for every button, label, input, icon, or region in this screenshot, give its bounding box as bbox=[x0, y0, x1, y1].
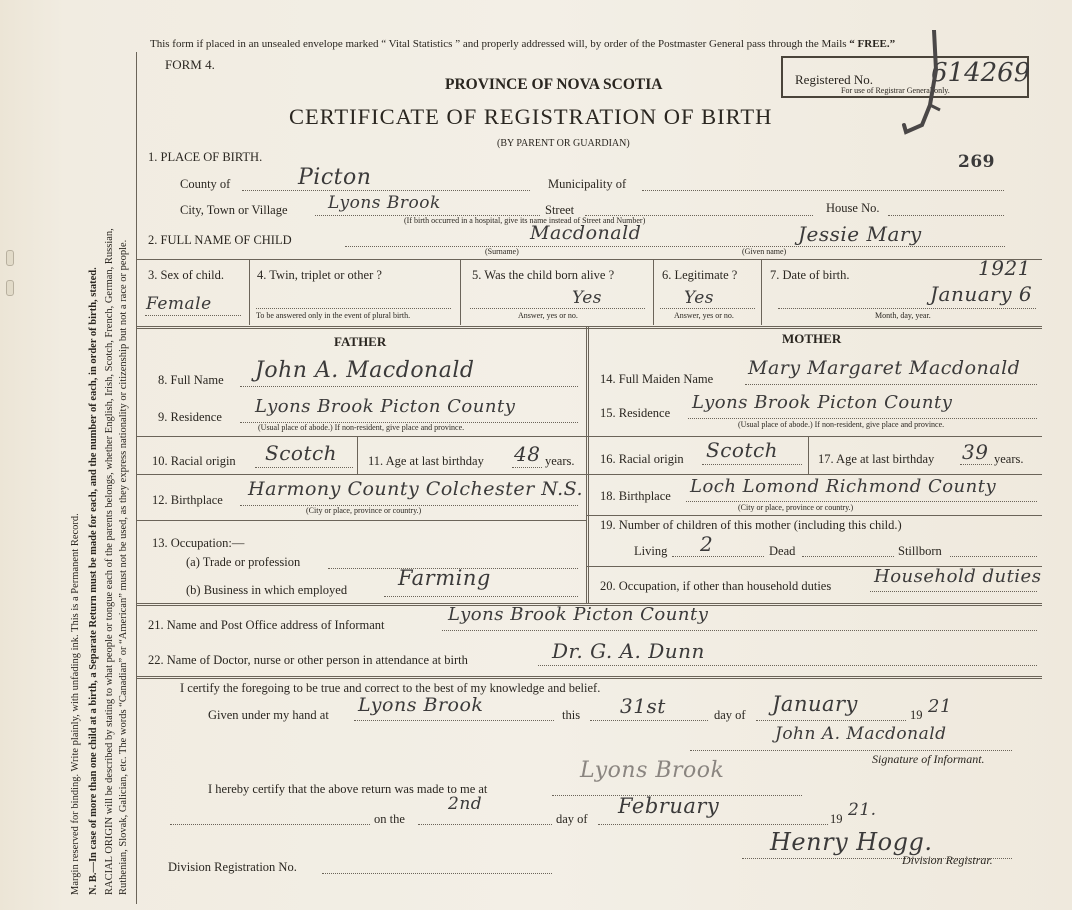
mother-occupation-label: 20. Occupation, if other than household duties bbox=[600, 579, 832, 593]
father-row10-divider bbox=[357, 436, 358, 474]
mother-name-label: 14. Full Maiden Name bbox=[600, 372, 714, 386]
father-name-value: John A. Macdonald bbox=[255, 358, 475, 383]
house-line bbox=[888, 215, 1004, 216]
mother-racial-label: 16. Racial origin bbox=[600, 452, 684, 466]
row3-divider-4 bbox=[761, 259, 762, 325]
registered-number-value: 614269 bbox=[931, 58, 1031, 88]
registrar-prefix-line bbox=[170, 824, 370, 825]
legitimate-line bbox=[660, 308, 755, 309]
legitimate-label: 6. Legitimate ? bbox=[662, 268, 738, 282]
row3-top-rule bbox=[136, 259, 1042, 260]
division-registration-label: Division Registration No. bbox=[168, 860, 297, 874]
registrar-month-value: February bbox=[618, 794, 720, 818]
registrar-signature: Henry Hogg. bbox=[770, 828, 933, 856]
page-subtitle: (BY PARENT OR GUARDIAN) bbox=[497, 138, 630, 149]
parents-divider bbox=[586, 326, 589, 603]
mother-stillborn-label: Stillborn bbox=[898, 544, 942, 558]
father-birthplace-label: 12. Birthplace bbox=[152, 493, 223, 507]
form-number: FORM 4. bbox=[165, 57, 215, 72]
certify-day-value: 31st bbox=[620, 694, 666, 718]
county-value: Picton bbox=[298, 165, 372, 190]
certify-year-prefix: 19 bbox=[910, 708, 923, 722]
registrar-year-value: 21. bbox=[848, 800, 877, 820]
father-business-value: Farming bbox=[398, 566, 491, 590]
father-name-label: 8. Full Name bbox=[158, 373, 224, 387]
municipality-line bbox=[642, 190, 1004, 191]
alive-value: Yes bbox=[572, 288, 603, 308]
child-name-label: 2. FULL NAME OF CHILD bbox=[148, 233, 292, 247]
mother-birthplace-note: (City or place, province or country.) bbox=[738, 503, 854, 512]
mother-residence-value: Lyons Brook Picton County bbox=[692, 392, 953, 413]
binding-hole-top bbox=[6, 250, 14, 266]
certify-place-line bbox=[354, 720, 554, 721]
certify-place-value: Lyons Brook bbox=[358, 694, 484, 716]
mother-racial-line bbox=[702, 464, 802, 465]
row3-divider-1 bbox=[249, 259, 250, 325]
father-years-label: years. bbox=[545, 454, 575, 468]
father-birthplace-note: (City or place, province or country.) bbox=[306, 506, 422, 515]
division-registration-line bbox=[322, 873, 552, 874]
birth-year-value: 1921 bbox=[978, 256, 1031, 280]
mother-occupation-value: Household duties bbox=[874, 566, 1042, 587]
binding-hole-bottom bbox=[6, 280, 14, 296]
certify-day-line bbox=[590, 720, 708, 721]
informant-line bbox=[442, 630, 1037, 631]
informant-signature-caption: Signature of Informant. bbox=[872, 752, 985, 766]
mother-row16-divider bbox=[808, 436, 809, 474]
twin-label: 4. Twin, triplet or other ? bbox=[257, 268, 382, 282]
mother-age-line bbox=[960, 464, 992, 465]
alive-note: Answer, yes or no. bbox=[518, 311, 578, 320]
county-line bbox=[242, 190, 530, 191]
father-birthplace-value: Harmony County Colchester N.S. bbox=[248, 478, 584, 500]
page-title: CERTIFICATE OF REGISTRATION OF BIRTH bbox=[289, 104, 773, 129]
house-label: House No. bbox=[826, 201, 880, 215]
legitimate-note: Answer, yes or no. bbox=[674, 311, 734, 320]
mother-name-line bbox=[745, 384, 1037, 385]
father-racial-line bbox=[255, 467, 353, 468]
registrar-month-line bbox=[598, 824, 828, 825]
certify-this-label: this bbox=[562, 708, 581, 722]
certify-given-label: Given under my hand at bbox=[208, 708, 329, 722]
mother-row19-top bbox=[586, 515, 1042, 516]
doctor-label: 22. Name of Doctor, nurse or other person in attendance at birth bbox=[148, 653, 468, 667]
margin-note-multiple-births: N. B.—In case of more than one child at a birth, a Separate Return must be made for each, and the number of each, in order of birth, stated. bbox=[88, 267, 99, 895]
child-surname-value: Macdonald bbox=[530, 222, 642, 244]
mother-occupation-line bbox=[870, 591, 1037, 592]
certify-month-value: January bbox=[772, 692, 858, 716]
margin-number: 269 bbox=[958, 152, 995, 172]
registrar-day-of-label: day of bbox=[556, 812, 588, 826]
child-given-value: Jessie Mary bbox=[798, 222, 922, 246]
certify-day-of-label: day of bbox=[714, 708, 746, 722]
father-residence-label: 9. Residence bbox=[158, 410, 222, 424]
mother-residence-label: 15. Residence bbox=[600, 406, 671, 420]
father-business-line bbox=[384, 596, 578, 597]
street-label: Street bbox=[545, 203, 575, 217]
certify-statement: I certify the foregoing to be true and correct to the best of my knowledge and belief. bbox=[180, 681, 601, 695]
father-row12-top bbox=[136, 474, 586, 475]
hospital-note: (If birth occurred in a hospital, give its name instead of Street and Number) bbox=[404, 216, 646, 225]
mother-years-label: years. bbox=[994, 452, 1024, 466]
registered-number-note: For use of Registrar General only. bbox=[841, 86, 950, 95]
sex-label: 3. Sex of child. bbox=[148, 268, 225, 282]
city-value: Lyons Brook bbox=[328, 193, 441, 213]
mother-children-label: 19. Number of children of this mother (including this child.) bbox=[600, 518, 902, 532]
twin-line bbox=[256, 308, 451, 309]
informant-signature: John A. Macdonald bbox=[775, 724, 947, 744]
father-age-value: 48 bbox=[514, 442, 541, 466]
postal-notice: This form if placed in an unsealed envelope marked “ Vital Statistics ” and properly addressed will, by order of the Postmaster General pass through the Mails “ FREE.” bbox=[150, 38, 896, 50]
mother-dead-label: Dead bbox=[769, 544, 796, 558]
birth-date-label: 7. Date of birth. bbox=[770, 268, 850, 282]
place-of-birth-heading: 1. PLACE OF BIRTH. bbox=[148, 150, 263, 164]
father-business-label: (b) Business in which employed bbox=[186, 583, 348, 597]
certify-year-value: 21 bbox=[928, 696, 952, 717]
birth-date-line bbox=[778, 308, 1036, 309]
mother-birthplace-line bbox=[686, 501, 1037, 502]
child-given-caption: (Given name) bbox=[742, 247, 787, 256]
municipality-label: Municipality of bbox=[548, 177, 627, 191]
father-row10-top bbox=[136, 436, 586, 437]
father-racial-label: 10. Racial origin bbox=[152, 454, 236, 468]
row3-divider-2 bbox=[460, 259, 461, 325]
row3-divider-3 bbox=[653, 259, 654, 325]
certify-top-rule bbox=[136, 676, 1042, 679]
margin-rule bbox=[136, 52, 137, 904]
informant-signature-line bbox=[690, 750, 1012, 751]
registrar-day-value: 2nd bbox=[448, 794, 483, 814]
informant-label: 21. Name and Post Office address of Informant bbox=[148, 618, 385, 632]
check-mark bbox=[900, 30, 960, 155]
margin-note-racial-origin: RACIAL ORIGIN will be described by stating to what people or tongue each of the parents belongs, whether English, Irish, Scotch, French, German, Russian, bbox=[104, 228, 115, 895]
father-age-line bbox=[512, 467, 542, 468]
father-trade-label: (a) Trade or profession bbox=[186, 555, 301, 569]
mother-birthplace-label: 18. Birthplace bbox=[600, 489, 671, 503]
mother-racial-value: Scotch bbox=[706, 438, 779, 462]
registrar-signature-caption: Division Registrar. bbox=[902, 853, 993, 867]
registrar-statement: I hereby certify that the above return was made to me at bbox=[208, 782, 488, 796]
parents-top-rule bbox=[136, 326, 1042, 329]
doctor-line bbox=[538, 665, 1037, 666]
father-residence-value: Lyons Brook Picton County bbox=[255, 396, 516, 417]
mother-residence-line bbox=[688, 418, 1037, 419]
mother-heading: MOTHER bbox=[782, 331, 842, 346]
doctor-value: Dr. G. A. Dunn bbox=[552, 639, 705, 663]
father-residence-note: (Usual place of abode.) If non-resident, give place and province. bbox=[258, 423, 465, 432]
mother-age-label: 17. Age at last birthday bbox=[818, 452, 935, 466]
margin-note-binding: Margin reserved for binding. Write plainly, with unfading ink. This is a Permanent Record. bbox=[70, 513, 81, 895]
informant-value: Lyons Brook Picton County bbox=[448, 604, 709, 625]
city-label: City, Town or Village bbox=[180, 203, 288, 217]
birth-date-note: Month, day, year. bbox=[875, 311, 931, 320]
mother-name-value: Mary Margaret Macdonald bbox=[748, 357, 1021, 379]
sex-value: Female bbox=[146, 294, 212, 314]
registered-number-label: Registered No. bbox=[795, 72, 873, 87]
mother-living-label: Living bbox=[634, 544, 668, 558]
registrar-day-line bbox=[418, 824, 552, 825]
father-racial-value: Scotch bbox=[265, 441, 338, 465]
mother-dead-line bbox=[802, 556, 894, 557]
sex-line bbox=[145, 315, 241, 316]
mother-age-value: 39 bbox=[962, 440, 989, 464]
father-occupation-label: 13. Occupation:— bbox=[152, 536, 245, 550]
alive-line bbox=[470, 308, 645, 309]
father-row13-top bbox=[136, 520, 586, 521]
province-heading: PROVINCE OF NOVA SCOTIA bbox=[445, 76, 663, 93]
mother-living-value: 2 bbox=[700, 532, 714, 556]
registrar-place-value: Lyons Brook bbox=[580, 758, 725, 783]
alive-label: 5. Was the child born alive ? bbox=[472, 268, 615, 282]
mother-row16-top bbox=[586, 436, 1042, 437]
mother-residence-note: (Usual place of abode.) If non-resident, give place and province. bbox=[738, 420, 945, 429]
child-surname-caption: (Surname) bbox=[485, 247, 519, 256]
mother-birthplace-value: Loch Lomond Richmond County bbox=[690, 476, 997, 497]
father-age-label: 11. Age at last birthday bbox=[368, 454, 484, 468]
mother-row18-top bbox=[586, 474, 1042, 475]
legitimate-value: Yes bbox=[684, 288, 715, 308]
margin-note-racial-origin-cont: Ruthenian, Slovak, Galician, etc. The words “Canadian” or “American” must not be used, as they express nationality or citizenship but not a race or people. bbox=[118, 239, 129, 895]
certify-month-line bbox=[756, 720, 906, 721]
mother-stillborn-line bbox=[950, 556, 1037, 557]
registrar-year-prefix: 19 bbox=[830, 812, 843, 826]
mother-living-line bbox=[672, 556, 764, 557]
registrar-on-the-label: on the bbox=[374, 812, 405, 826]
birth-date-value: January 6 bbox=[930, 282, 1033, 306]
county-label: County of bbox=[180, 177, 231, 191]
father-heading: FATHER bbox=[334, 334, 387, 349]
child-name-line bbox=[345, 246, 1005, 247]
twin-note: To be answered only in the event of plural birth. bbox=[256, 311, 411, 320]
father-name-line bbox=[240, 386, 578, 387]
